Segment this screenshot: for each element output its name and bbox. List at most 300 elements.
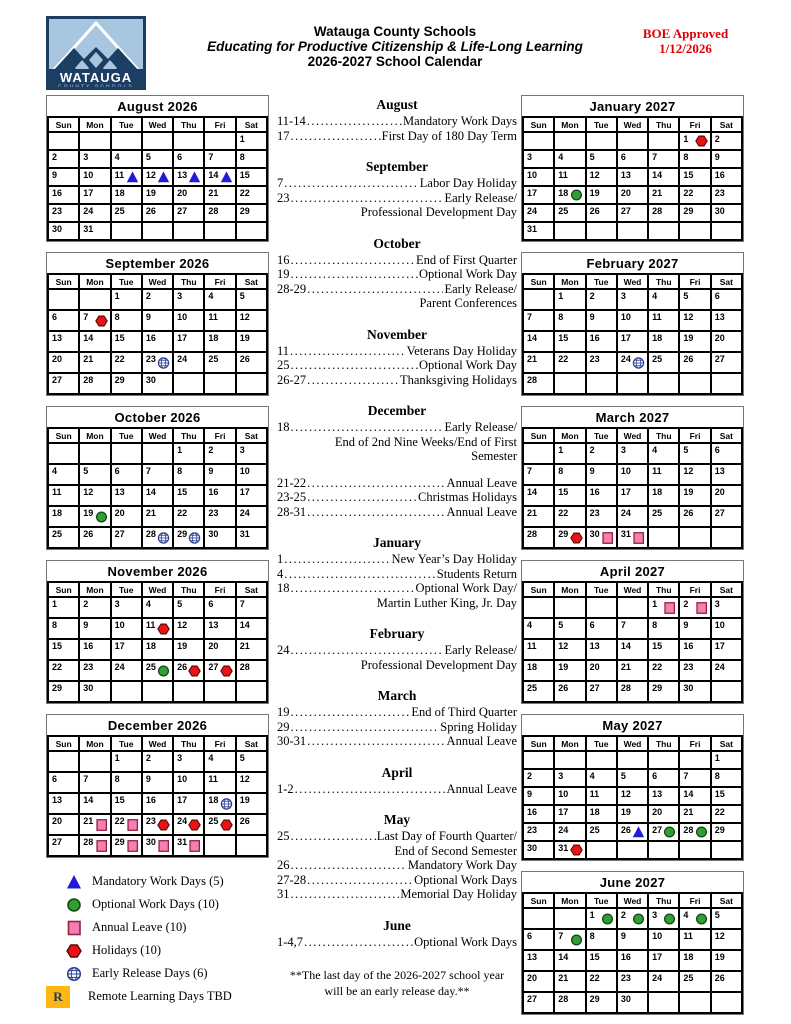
day-number: 19 — [589, 188, 600, 198]
day-cell — [711, 186, 742, 204]
schedule-section-september — [277, 159, 517, 220]
day-number: 24 — [620, 508, 631, 518]
day-number: 9 — [145, 312, 151, 322]
day-number: 27 — [714, 354, 725, 364]
schedule-entry — [277, 344, 517, 359]
day-number: 26 — [145, 206, 156, 216]
annual-icon — [95, 818, 108, 831]
day-cell — [554, 464, 585, 485]
entry-label: Early Release/ — [444, 190, 517, 205]
legend-item-early — [46, 962, 269, 985]
day-number: 22 — [558, 508, 569, 518]
day-cell — [648, 681, 679, 702]
empty-cell — [586, 373, 617, 394]
day-number: 24 — [177, 816, 188, 826]
dot-leader — [295, 782, 446, 797]
month-title: March 2027 — [595, 410, 670, 425]
day-header: Wed — [142, 428, 173, 443]
day-cell — [679, 485, 710, 506]
day-cell — [679, 132, 710, 150]
day-cell — [173, 835, 204, 856]
day-number: 14 — [652, 170, 663, 180]
day-cell — [523, 352, 554, 373]
day-number: 29 — [114, 837, 125, 847]
day-number: 26 — [620, 825, 631, 835]
day-number: 20 — [177, 188, 188, 198]
day-cell — [679, 929, 710, 950]
empty-cell — [554, 222, 585, 240]
day-cell — [586, 168, 617, 186]
day-cell — [617, 681, 648, 702]
day-cell — [173, 204, 204, 222]
holiday-icon — [570, 844, 583, 857]
day-number: 13 — [714, 466, 725, 476]
day-cell — [711, 331, 742, 352]
footnote — [277, 967, 517, 999]
day-cell — [586, 769, 617, 787]
schedule-entry — [277, 505, 517, 520]
day-number: 18 — [52, 508, 63, 518]
day-number: 25 — [652, 354, 663, 364]
day-number: 31 — [620, 529, 631, 539]
day-number: 17 — [177, 333, 188, 343]
day-number: 8 — [239, 152, 245, 162]
day-cell — [111, 485, 142, 506]
logo-text: WATAUGA — [59, 70, 133, 85]
month-grid — [522, 427, 743, 549]
day-cell — [236, 618, 267, 639]
day-number: 18 — [208, 333, 219, 343]
day-number: 19 — [620, 807, 631, 817]
day-number: 21 — [527, 508, 538, 518]
day-cell — [236, 132, 267, 150]
day-header: Thu — [648, 582, 679, 597]
holiday-icon — [95, 314, 108, 327]
entry-label: Spring Holiday — [440, 719, 517, 734]
day-cell — [617, 950, 648, 971]
day-header: Fri — [204, 274, 235, 289]
day-cell — [523, 527, 554, 548]
day-number: 6 — [52, 774, 58, 784]
day-cell — [523, 331, 554, 352]
calendar-january-2027 — [521, 95, 744, 242]
day-cell — [679, 168, 710, 186]
empty-cell — [586, 597, 617, 618]
day-number: 2 — [145, 291, 151, 301]
schedule-column — [277, 97, 517, 999]
day-cell — [236, 443, 267, 464]
day-number: 17 — [83, 188, 94, 198]
day-number: 27 — [52, 837, 63, 847]
entry-label: Optional Work Day/ — [415, 581, 517, 595]
day-number: 11 — [652, 312, 662, 322]
day-number: 22 — [52, 662, 63, 672]
day-header: Tue — [586, 893, 617, 908]
day-header: Mon — [79, 582, 110, 597]
month-title: June 2027 — [599, 875, 666, 890]
holiday-icon — [220, 818, 233, 831]
day-cell — [142, 373, 173, 394]
day-number: 21 — [620, 662, 631, 672]
day-cell — [554, 443, 585, 464]
entry-label: Early Release/ — [444, 420, 517, 434]
day-number: 20 — [527, 973, 538, 983]
day-cell — [79, 204, 110, 222]
entry-dates: 28-29 — [277, 281, 307, 296]
school-motto: Educating for Productive Citizenship & Life-Long Learning — [207, 39, 583, 54]
day-cell — [648, 204, 679, 222]
day-cell — [48, 618, 79, 639]
empty-cell — [236, 222, 267, 240]
empty-cell — [711, 373, 742, 394]
empty-cell — [48, 289, 79, 310]
day-number: 12 — [683, 312, 694, 322]
empty-cell — [711, 681, 742, 702]
day-cell — [554, 992, 585, 1013]
dot-leader — [307, 282, 443, 297]
day-number: 29 — [52, 683, 63, 693]
day-number: 7 — [527, 466, 533, 476]
day-number: 12 — [145, 170, 156, 180]
day-cell — [236, 639, 267, 660]
day-number: 29 — [683, 206, 694, 216]
day-cell — [79, 352, 110, 373]
day-number: 23 — [208, 508, 219, 518]
empty-cell — [617, 222, 648, 240]
day-number: 24 — [239, 508, 250, 518]
day-cell — [711, 289, 742, 310]
dot-leader — [291, 253, 415, 268]
day-number: 30 — [589, 529, 600, 539]
entry-label: Mandatory Work Day — [407, 858, 517, 872]
day-cell — [79, 310, 110, 331]
day-cell — [554, 506, 585, 527]
day-cell — [236, 310, 267, 331]
day-number: 2 — [52, 152, 58, 162]
day-cell — [236, 660, 267, 681]
entry-dates: 17 — [277, 128, 290, 143]
day-number: 22 — [652, 662, 663, 672]
optional-icon — [66, 897, 82, 913]
day-number: 2 — [589, 445, 595, 455]
day-cell — [48, 835, 79, 856]
day-number: 7 — [620, 620, 626, 630]
day-header: Mon — [554, 117, 585, 132]
day-number: 25 — [527, 683, 538, 693]
day-cell — [173, 772, 204, 793]
day-number: 14 — [527, 333, 538, 343]
schedule-entry — [277, 734, 517, 749]
day-header: Mon — [554, 274, 585, 289]
day-number: 9 — [620, 931, 626, 941]
day-number: 16 — [589, 487, 600, 497]
empty-cell — [111, 443, 142, 464]
schedule-entry — [277, 253, 517, 268]
empty-cell — [48, 443, 79, 464]
entry-continuation: Professional Development Day — [360, 205, 517, 219]
day-number: 29 — [589, 994, 600, 1004]
day-header: Sat — [236, 582, 267, 597]
day-number: 19 — [683, 487, 694, 497]
day-number: 5 — [239, 291, 245, 301]
empty-cell — [586, 222, 617, 240]
day-number: 8 — [177, 466, 183, 476]
day-cell — [679, 971, 710, 992]
day-cell — [617, 186, 648, 204]
optional-icon — [570, 933, 583, 946]
day-cell — [79, 597, 110, 618]
day-number: 7 — [239, 599, 245, 609]
entry-label: Christmas Holidays — [418, 490, 517, 504]
day-cell — [111, 186, 142, 204]
day-number: 9 — [589, 466, 595, 476]
entry-dates: 16 — [277, 252, 290, 267]
day-cell — [204, 597, 235, 618]
day-number: 23 — [683, 662, 694, 672]
annual-icon — [95, 839, 108, 852]
day-cell — [586, 527, 617, 548]
day-number: 8 — [114, 774, 120, 784]
holiday-icon — [66, 943, 82, 959]
day-cell — [173, 751, 204, 772]
day-number: 30 — [145, 375, 156, 385]
day-cell — [679, 150, 710, 168]
entry-label: Veterans Day Holiday — [406, 343, 517, 358]
day-header: Tue — [586, 582, 617, 597]
annual-icon — [695, 601, 708, 614]
annual-icon — [66, 920, 82, 936]
day-number: 6 — [714, 291, 720, 301]
dot-leader — [284, 552, 390, 567]
day-number: 18 — [652, 487, 663, 497]
holiday-icon — [157, 818, 170, 831]
day-number: 26 — [239, 354, 250, 364]
day-cell — [204, 443, 235, 464]
day-cell — [204, 310, 235, 331]
day-number: 1 — [114, 291, 120, 301]
month-title: December 2026 — [107, 718, 208, 733]
day-number: 6 — [208, 599, 214, 609]
day-cell — [523, 769, 554, 787]
day-header: Wed — [142, 274, 173, 289]
day-cell — [523, 823, 554, 841]
day-cell — [79, 814, 110, 835]
day-cell — [523, 168, 554, 186]
day-cell — [586, 992, 617, 1013]
day-cell — [142, 597, 173, 618]
day-number: 23 — [145, 816, 156, 826]
day-cell — [617, 289, 648, 310]
day-cell — [679, 805, 710, 823]
day-cell — [617, 352, 648, 373]
day-cell — [48, 772, 79, 793]
day-number: 31 — [239, 529, 250, 539]
day-cell — [523, 971, 554, 992]
day-number: 23 — [620, 973, 631, 983]
day-cell — [711, 485, 742, 506]
day-number: 16 — [145, 333, 156, 343]
day-number: 23 — [589, 354, 600, 364]
schedule-entry — [277, 267, 517, 282]
day-cell — [523, 618, 554, 639]
day-header: Fri — [204, 736, 235, 751]
day-cell — [648, 506, 679, 527]
day-number: 11 — [652, 466, 662, 476]
entry-dates: 26 — [277, 858, 290, 872]
day-number: 29 — [652, 683, 663, 693]
empty-cell — [173, 373, 204, 394]
day-header: Sat — [711, 893, 742, 908]
day-cell — [554, 618, 585, 639]
day-cell — [204, 168, 235, 186]
day-number: 22 — [114, 816, 125, 826]
empty-cell — [679, 527, 710, 548]
day-number: 9 — [208, 466, 214, 476]
dot-leader — [284, 176, 419, 191]
day-number: 21 — [527, 354, 538, 364]
annual-icon — [632, 531, 645, 544]
day-cell — [523, 150, 554, 168]
day-cell — [142, 331, 173, 352]
day-cell — [648, 331, 679, 352]
day-number: 25 — [208, 354, 219, 364]
day-cell — [79, 793, 110, 814]
schedule-month-heading: June — [383, 917, 411, 933]
day-number: 15 — [114, 333, 125, 343]
day-number: 28 — [145, 529, 156, 539]
empty-cell — [204, 132, 235, 150]
day-header: Wed — [617, 582, 648, 597]
entry-dates: 28-31 — [277, 504, 307, 519]
optional-icon — [601, 912, 614, 925]
day-cell — [173, 506, 204, 527]
day-number: 22 — [558, 354, 569, 364]
day-cell — [617, 443, 648, 464]
empty-cell — [679, 373, 710, 394]
day-header: Tue — [586, 428, 617, 443]
day-cell — [679, 289, 710, 310]
day-cell — [111, 289, 142, 310]
entry-dates: 23 — [277, 190, 290, 205]
day-number: 27 — [620, 206, 631, 216]
day-cell — [523, 681, 554, 702]
day-number: 28 — [527, 375, 538, 385]
day-header: Thu — [648, 736, 679, 751]
day-cell — [648, 464, 679, 485]
empty-cell — [554, 908, 585, 929]
day-cell — [173, 639, 204, 660]
empty-cell — [523, 289, 554, 310]
day-number: 14 — [527, 487, 538, 497]
day-cell — [711, 787, 742, 805]
entry-dates: 1 — [277, 552, 284, 566]
day-number: 31 — [558, 843, 569, 853]
entry-label: Annual Leave — [446, 781, 517, 796]
day-number: 2 — [620, 910, 626, 920]
day-number: 19 — [239, 795, 250, 805]
schedule-entry — [277, 643, 517, 658]
empty-cell — [554, 751, 585, 769]
dot-leader — [284, 567, 436, 582]
early-icon — [220, 797, 233, 810]
day-cell — [204, 186, 235, 204]
optional-icon — [157, 664, 170, 677]
month-title: January 2027 — [589, 99, 676, 114]
day-number: 16 — [527, 807, 538, 817]
footnote-line2: will be an early release day.** — [324, 984, 470, 998]
day-cell — [173, 168, 204, 186]
day-cell — [554, 681, 585, 702]
day-number: 13 — [52, 795, 63, 805]
day-number: 17 — [620, 333, 631, 343]
day-number: 23 — [83, 662, 94, 672]
day-cell — [204, 814, 235, 835]
day-header: Thu — [173, 582, 204, 597]
day-cell — [173, 660, 204, 681]
dot-leader — [291, 191, 444, 206]
day-number: 16 — [52, 188, 63, 198]
day-number: 31 — [177, 837, 188, 847]
dot-leader — [291, 705, 411, 720]
early-icon — [632, 356, 645, 369]
day-number: 1 — [114, 753, 120, 763]
entry-label: Optional Work Days — [414, 872, 517, 887]
day-number: 28 — [208, 206, 219, 216]
day-cell — [711, 597, 742, 618]
empty-cell — [142, 132, 173, 150]
day-cell — [142, 464, 173, 485]
schedule-entry — [277, 705, 517, 720]
day-cell — [554, 950, 585, 971]
month-title: November 2026 — [107, 564, 208, 579]
entry-dates: 1-2 — [277, 781, 294, 796]
day-cell — [111, 751, 142, 772]
day-cell — [236, 793, 267, 814]
day-number: 16 — [208, 487, 219, 497]
day-cell — [617, 168, 648, 186]
day-number: 15 — [714, 789, 725, 799]
empty-cell — [648, 527, 679, 548]
day-cell — [523, 186, 554, 204]
day-number: 4 — [558, 152, 564, 162]
day-number: 25 — [52, 529, 63, 539]
day-number: 18 — [558, 188, 569, 198]
day-cell — [648, 769, 679, 787]
day-cell — [648, 787, 679, 805]
day-number: 11 — [208, 774, 218, 784]
schedule-month-heading: October — [373, 235, 421, 251]
empty-cell — [617, 841, 648, 859]
empty-cell — [679, 992, 710, 1013]
dot-leader — [307, 490, 417, 505]
schedule-entry — [277, 420, 517, 435]
empty-cell — [79, 289, 110, 310]
day-cell — [523, 204, 554, 222]
empty-cell — [711, 841, 742, 859]
day-number: 27 — [652, 825, 663, 835]
day-header: Thu — [648, 274, 679, 289]
day-number: 25 — [208, 816, 219, 826]
day-cell — [142, 814, 173, 835]
day-number: 12 — [589, 170, 600, 180]
day-number: 30 — [145, 837, 156, 847]
day-number: 16 — [589, 333, 600, 343]
day-number: 22 — [714, 807, 725, 817]
day-cell — [554, 310, 585, 331]
day-header: Wed — [617, 736, 648, 751]
day-number: 27 — [589, 683, 600, 693]
legend-label: Holidays (10) — [92, 943, 162, 957]
